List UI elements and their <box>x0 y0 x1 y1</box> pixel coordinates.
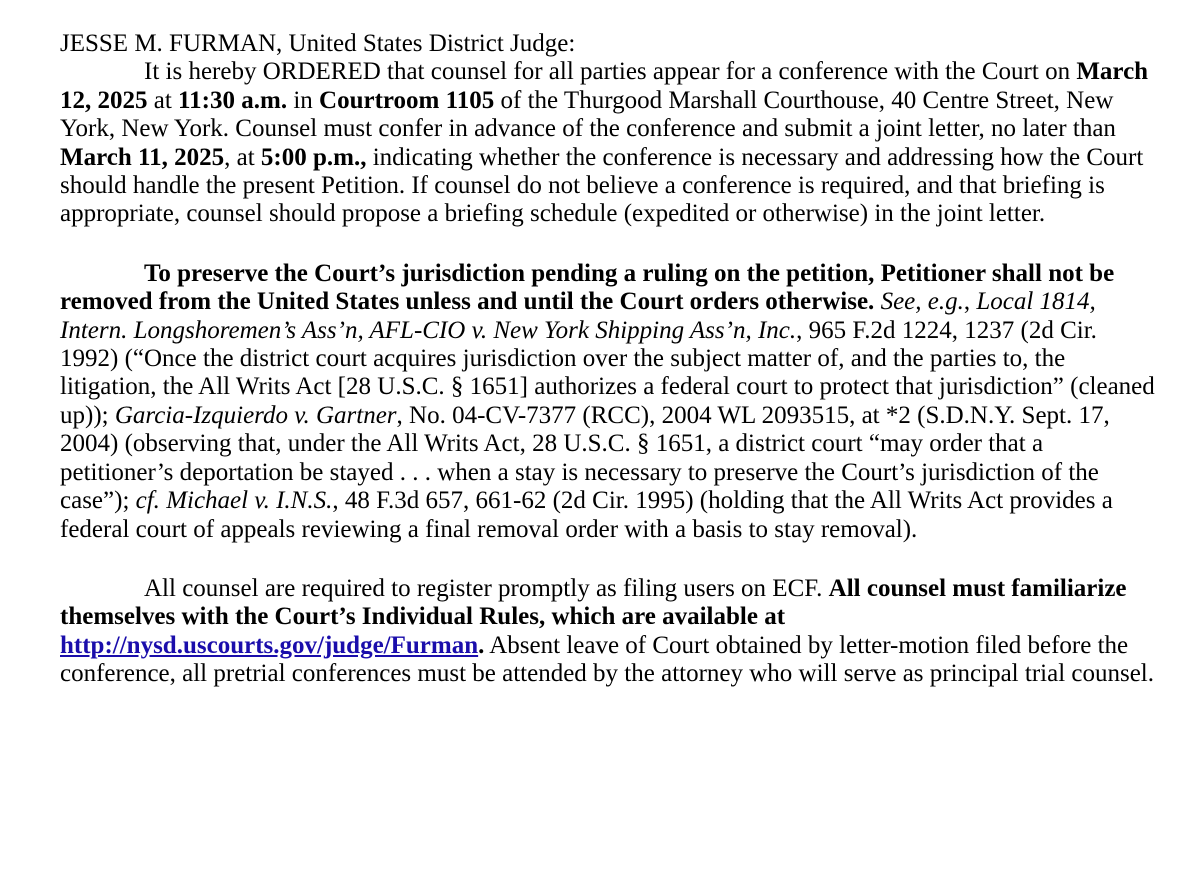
paragraph-conference-order: It is hereby ORDERED that counsel for all parties appear for a conference with the Court on March 12, 2025 at 11:30 a.m. in Courtroom 1105 of the Thurgood Marshall Courthouse, 40 Centre Street, New York, New York. Counsel must confer in advance of the conference and submit a joint letter, no later than March 11, 2025, at 5:00 p.m., indicating whether the conference is necessary and addressing how the Court should handle the present Petition. If counsel do not believe a conference is required, and that briefing is appropriate, counsel should propose a briefing schedule (expedited or otherwise) in the joint letter. <box>60 58 1149 228</box>
judge-heading: JESSE M. FURMAN, United States District Judge: <box>60 30 576 57</box>
paragraph-counsel-requirements: All counsel are required to register promptly as filing users on ECF. All counsel must familiarize themselves with the Court’s Individual Rules, which are available at http://nysd.uscourts.gov/judge/Furman. Absent leave of Court obtained by letter-motion filed before the conference, all pretrial conferences must be attended by the attorney who will serve as principal trial counsel. <box>60 574 1155 688</box>
case-citation: Garcia-Izquierdo v. Gartner <box>114 401 397 429</box>
courtroom: Courtroom 1105 <box>319 86 495 114</box>
case-citation: Michael v. I.N.S. <box>166 487 333 515</box>
case-citation: Local 1814, Intern. Longshoremen’s Ass’n, AFL-CIO v. New York Shipping Ass’n, Inc. <box>60 288 1096 344</box>
individual-rules-link[interactable]: http://nysd.uscourts.gov/judge/Furman <box>60 631 479 659</box>
order-body <box>60 30 1160 689</box>
paragraph-jurisdiction: To preserve the Court’s jurisdiction pending a ruling on the petition, Petitioner shall not be removed from the United States unless and until the Court orders otherwise. See, e.g., Local 1814, Intern. Longshoremen’s Ass’n, AFL-CIO v. New York Shipping Ass’n, Inc., 965 F.2d 1224, 1237 (2d Cir. 1992) (“Once the district court acquires jurisdiction over the subject matter of, and the parties to, the litigation, the All Writs Act [28 U.S.C. § 1651] authorizes a federal court to protect that jurisdiction” (cleaned up)); Garcia-Izquierdo v. Gartner, No. 04-CV-7377 (RCC), 2004 WL 2093515, at *2 (S.D.N.Y. Sept. 17, 2004) (observing that, under the All Writs Act, 28 U.S.C. § 1651, a district court “may order that a petitioner’s deportation be stayed . . . when a stay is necessary to preserve the Court’s jurisdiction of the case”); cf. Michael v. I.N.S., 48 F.3d 657, 661-62 (2d Cir. 1995) (holding that the All Writs Act provides a federal court of appeals reviewing a final removal order with a basis to stay removal). <box>60 259 1155 543</box>
letter-due-date: March 11, 2025 <box>60 143 225 171</box>
conference-date: March 12, 2025 <box>60 58 1149 114</box>
removal-stay-directive: To preserve the Court’s jurisdiction pending a ruling on the petition, Petitioner shall not be removed from the United States unless and until the Court orders otherwise. <box>60 259 1115 316</box>
conference-time: 11:30 a.m. <box>178 86 288 114</box>
letter-due-time: 5:00 p.m., <box>260 143 367 171</box>
